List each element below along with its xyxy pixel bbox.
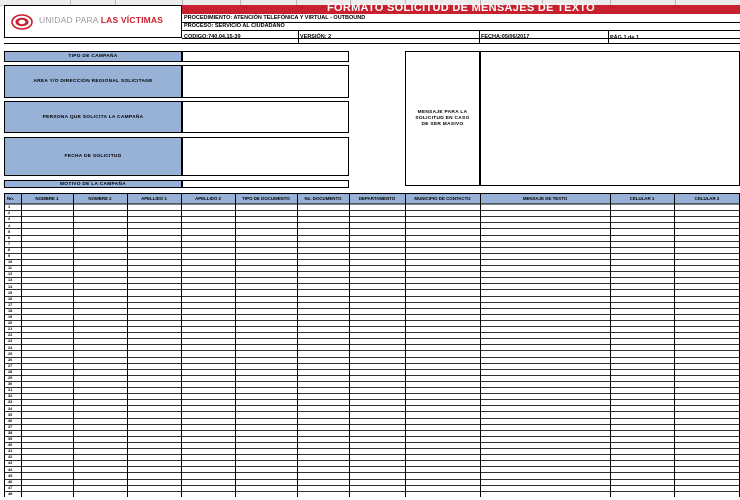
row-number: 26 <box>8 357 13 362</box>
row-number: 17 <box>8 302 13 307</box>
logo-text: UNIDAD PARA LAS VÍCTIMAS <box>39 15 164 25</box>
row-number: 48 <box>8 491 13 496</box>
row-number: 31 <box>8 388 13 393</box>
row-number: 44 <box>8 467 13 472</box>
row-number: 36 <box>8 418 13 423</box>
row-number: 46 <box>8 479 13 484</box>
cell-divider <box>608 31 609 43</box>
row-number: 1 <box>8 205 11 210</box>
row-number: 34 <box>8 406 13 411</box>
column-header-celular-2: CELULAR 2 <box>674 193 740 204</box>
row-number: 27 <box>8 363 13 368</box>
row-number: 42 <box>8 455 13 460</box>
motivo-label: MOTIVO DE LA CAMPAÑA <box>4 180 182 188</box>
row-number: 7 <box>8 241 11 246</box>
row-number: 45 <box>8 473 13 478</box>
area-label: AREA Y/O DIRECCION REGIONAL SOLICITANE <box>4 65 182 98</box>
row-number: 15 <box>8 290 13 295</box>
row-number: 6 <box>8 235 11 240</box>
row-number: 18 <box>8 308 13 313</box>
column-header-municipio: MUNICIPIO DE CONTACTO <box>405 193 480 204</box>
row-number: 19 <box>8 315 13 319</box>
row-number: 25 <box>8 351 13 356</box>
header-divider <box>4 43 740 44</box>
page-number-text: PÁG 1 de 1 <box>610 35 640 41</box>
column-header-mensaje: MENSAJE DE TEXTO <box>480 193 610 204</box>
row-number: 35 <box>8 412 13 417</box>
header-divider <box>182 38 740 39</box>
row-number: 8 <box>8 247 11 252</box>
header-divider <box>182 30 740 31</box>
column-header-nombre-2: NOMBRE 2 <box>73 193 127 204</box>
row-number: 10 <box>8 260 13 265</box>
row-number: 2 <box>8 211 11 216</box>
row-number: 32 <box>8 394 13 399</box>
row-number: 4 <box>8 223 11 228</box>
row-number: 43 <box>8 461 13 466</box>
row-number: 47 <box>8 485 13 490</box>
column-header-nombre-1: NOMBRE 1 <box>21 193 73 204</box>
row-number: 21 <box>8 327 13 332</box>
column-header-tipo-documento: TIPO DE DOCUMENTO <box>235 193 297 204</box>
column-header-celular-1: CELULAR 1 <box>610 193 674 204</box>
row-number: 41 <box>8 449 13 454</box>
row-number: 16 <box>8 296 13 301</box>
row-number: 22 <box>8 333 13 338</box>
procedimiento-text: PROCEDIMIENTO: ATENCIÓN TELEFÓNICA Y VIRTUAL - OUTBOUND <box>184 15 366 21</box>
motivo-field[interactable] <box>182 180 349 188</box>
row-number: 14 <box>8 284 13 289</box>
persona-field[interactable] <box>182 101 349 133</box>
column-header-departamento: DEPARTAMENTO <box>349 193 405 204</box>
mensaje-label: MENSAJE PARA LA SOLICITUD EN CASO DE SER MASIVO <box>405 51 480 186</box>
row-number: 11 <box>8 266 13 271</box>
row-number: 3 <box>8 217 11 222</box>
codigo-text: CODIGO:740,04,15-39 <box>184 34 241 40</box>
row-number: 40 <box>8 443 13 448</box>
cell-divider <box>479 31 480 43</box>
colombia-emblem-icon <box>11 14 33 30</box>
data-grid[interactable] <box>4 193 740 497</box>
area-field[interactable] <box>182 65 349 98</box>
tipo-campana-label: TIPO DE CAMPAÑA <box>4 51 182 62</box>
column-header-apellido-2: APELLIDO 2 <box>181 193 235 204</box>
cell-divider <box>298 31 299 43</box>
row-number: 23 <box>8 339 13 344</box>
row-number: 28 <box>8 369 13 374</box>
row-number: 9 <box>8 254 11 258</box>
logo-text-highlight: LAS VÍCTIMAS <box>100 15 164 25</box>
document-title: FORMATO SOLICITUD DE MENSAJES DE TEXTO <box>326 2 596 14</box>
row-number: 30 <box>8 382 13 387</box>
column-header-no: No. <box>4 193 21 204</box>
fecha-text: FECHA:05/06/2017 <box>481 34 530 40</box>
column-header-no-documento: No. DOCUMENTO <box>297 193 349 204</box>
row-number: 29 <box>8 376 13 380</box>
fecha-solicitud-label: FECHA DE SOLICITUD <box>4 137 182 176</box>
persona-label: PERSONA QUE SOLICITA LA CAMPAÑA <box>4 101 182 133</box>
fecha-solicitud-field[interactable] <box>182 137 349 176</box>
row-number: 12 <box>8 272 13 277</box>
row-number: 5 <box>8 229 11 234</box>
proceso-text: PROCESO: SERVICIO AL CIUDADANO <box>184 23 285 29</box>
row-number: 13 <box>8 278 13 283</box>
tipo-campana-field[interactable] <box>182 51 349 62</box>
mensaje-field[interactable] <box>480 51 740 186</box>
row-number: 33 <box>8 400 13 405</box>
row-number: 39 <box>8 437 13 441</box>
row-number: 24 <box>8 345 13 350</box>
row-number: 37 <box>8 424 13 429</box>
version-text: VERSIÓN: 2 <box>300 34 332 40</box>
column-header-apellido-1: APELLIDO 1 <box>127 193 181 204</box>
row-number: 38 <box>8 430 13 435</box>
row-number: 20 <box>8 321 13 326</box>
